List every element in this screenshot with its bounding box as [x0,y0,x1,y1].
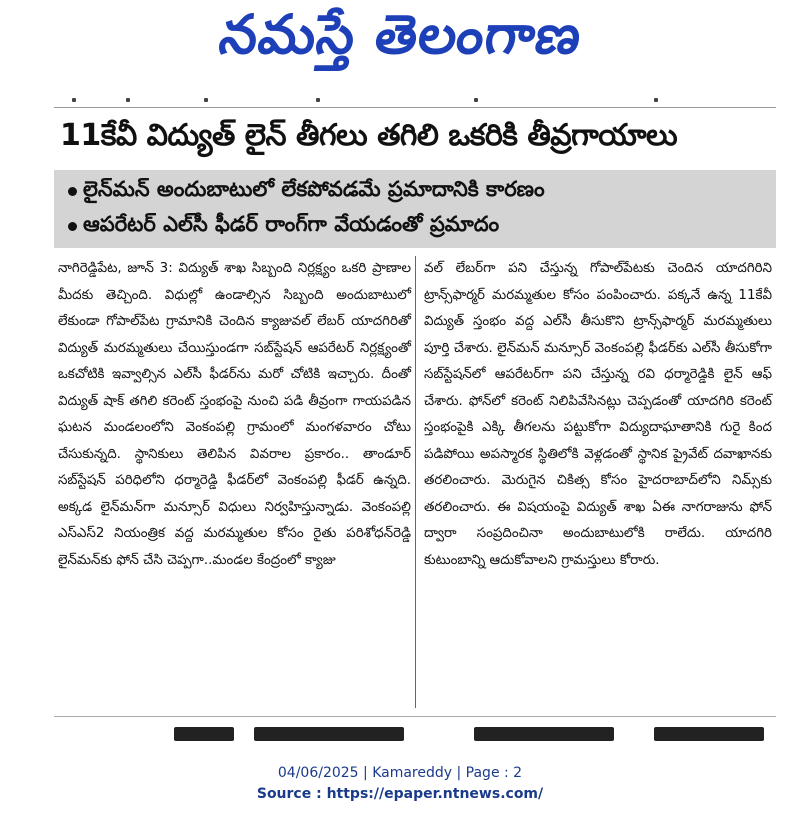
deck-item [68,174,762,209]
cropped-top-fragment [54,96,776,108]
newspaper-logo: నమస్తే తెలంగాణ [215,2,587,66]
article-column-left: నాగిరెడ్డిపేట, జూన్ 3: విద్యుత్ శాఖ సిబ్బంది నిర్లక్ష్యం ఒకరి ప్రాణాల మీదకు తెచ్చింది. విధుల్లో ఉండాల్సిన సిబ్బంది అందుబాటులో లేకుండా గోపాల్‌పేట గ్రామానికి చెందిన క్యాజువల్ లేబర్ యాదగిరితో విద్యుత్ మరమ్మతులు చేయిస్తుండగా సబ్‌స్టేషన్ ఆపరేటర్ నిర్లక్ష్యంతో ఒకచోటికి ఇవ్వాల్సిన ఎల్‌సీ ఫీడర్‌ను మరో చోటికి ఇచ్చారు. దీంతో విద్యుత్ షాక్ తగిలి కరెంట్ స్తంభంపై నుంచి పడి తీవ్రంగా గాయపడిన ఘటన మండలంలోని వెంకంపల్లి గ్రామంలో మంగళవారం చోటు చేసుకున్నది. స్థానికులు తెలిపిన వివరాల ప్రకారం.. తాండూర్ సబ్‌స్టేషన్ పరిధిలోని ధర్మారెడ్డి ఫీడర్‌లో వెంకంపల్లి ఫీడర్ ఉన్నది. అక్కడ లైన్‌మన్‌గా మన్సూర్ విధులు నిర్వహిస్తున్నాడు. వెంకంపల్లి ఎస్ఎస్2 నియంత్రిక వద్ద మరమ్మతుల కోసం రైతు పరిశోధన్‌రెడ్డి లైన్‌మన్‌కు ఫోన్ చేసి చెప్పగా..మండల కేంద్రంలో క్యాజు [58,261,411,568]
bullet-icon [68,222,77,231]
article-deck [54,170,776,248]
deck-item [68,209,762,244]
edition-info: 04/06/2025 | Kamareddy | Page : 2 [277,765,523,781]
cropped-bottom-fragment [54,716,776,746]
article-headline: 11కేవీ విద్యుత్ లైన్ తీగలు తగిలి ఒకరికి తీవ్రగాయాలు [60,118,678,153]
bullet-icon [68,187,77,196]
article-body [54,256,776,708]
newspaper-masthead [0,0,800,82]
article-column-right: వల్ లేబర్‌గా పని చేస్తున్న గోపాల్‌పేటకు చెందిన యాదగిరిని ట్రాన్స్‌ఫార్మర్ మరమ్మతుల కోసం పంపించారు. పక్కనే ఉన్న 11కేవీ విద్యుత్ స్తంభం వద్ద ఎల్‌సీ తీసుకొని ట్రాన్స్‌ఫార్మర్ మరమ్మతులు పూర్తి చేశారు. లైన్‌మన్ మన్సూర్ వెంకంపల్లి ఫీడర్‌కు ఎల్‌సీ తీసుకోగా సబ్‌స్టేషన్‌లో ఆపరేటర్‌గా పని చేస్తున్న రవి ధర్మారెడ్డికి లైన్ ఆఫ్ చేశారు. ఫోన్‌లో కరెంట్ నిలిపివేసినట్లు చెప్పడంతో యాదగిరి కరెంట్ స్తంభంపైకి ఎక్కి తీగలను పట్టుకోగా విద్యుదాఘాతానికి గురై కింద పడిపోయి అపస్మారక స్థితిలోకి వెళ్లడంతో స్థానిక ప్రైవేట్ దవాఖానకు తరలించారు. మెరుగైన చికిత్స కోసం హైదరాబాద్‌లోని నిమ్స్‌కు తరలించారు. ఈ విషయంపై విద్యుత్ శాఖ ఏఈ నాగరాజును ఫోన్ ద్వారా సంప్రదించినా అందుబాటులోకి రాలేదు. యాదగిరి కుటుంబాన్ని ఆదుకోవాలని గ్రామస్తులు కోరారు. [415,256,776,708]
source-link[interactable]: Source : https://epaper.ntnews.com/ [256,786,544,802]
article-clipping [54,96,776,756]
deck-text: లైన్‌మన్ అందుబాటులో లేకపోవడమే ప్రమాదానికి కారణం [83,176,545,201]
deck-text: ఆపరేటర్ ఎల్‌సీ ఫీడర్ రాంగ్‌గా వేయడంతో ప్రమాదం [83,211,500,236]
